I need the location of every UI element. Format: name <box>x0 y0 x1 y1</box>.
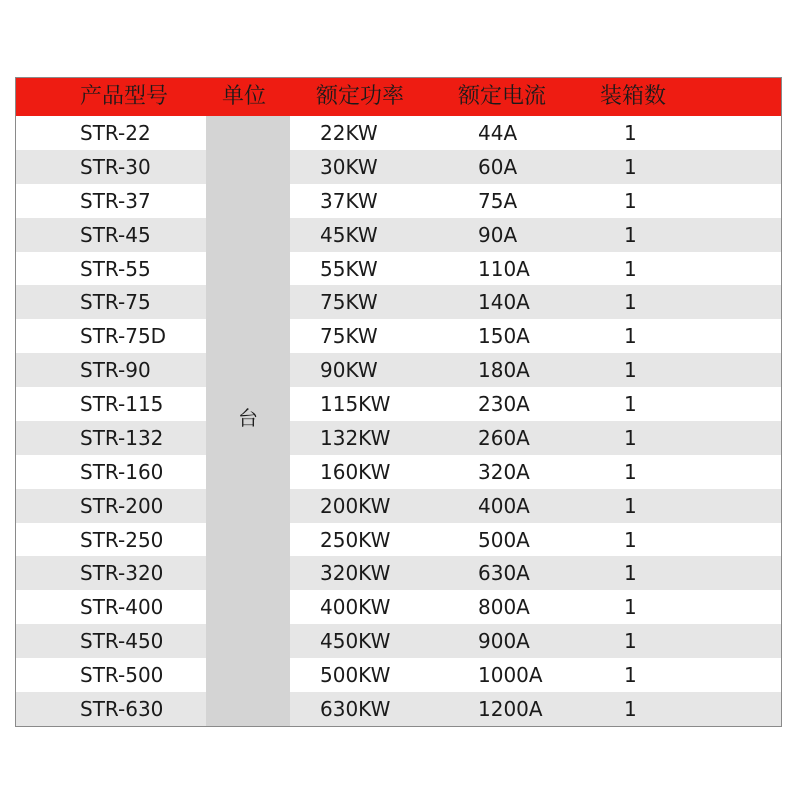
cell-model: STR-90 <box>80 358 151 383</box>
cell-current: 400A <box>478 493 530 518</box>
cell-power: 75KW <box>320 324 378 349</box>
cell-model: STR-45 <box>80 222 151 247</box>
cell-power: 160KW <box>320 459 391 484</box>
cell-qty: 1 <box>624 256 637 281</box>
cell-power: 250KW <box>320 527 391 552</box>
cell-qty: 1 <box>624 222 637 247</box>
table-row <box>16 353 781 387</box>
cell-current: 75A <box>478 188 518 213</box>
table-row <box>16 523 781 557</box>
cell-current: 110A <box>478 256 530 281</box>
table-row <box>16 184 781 218</box>
header-current: 额定电流 <box>458 84 547 109</box>
cell-qty: 1 <box>624 663 637 688</box>
cell-power: 75KW <box>320 290 378 315</box>
cell-current: 60A <box>478 154 518 179</box>
cell-power: 22KW <box>320 121 378 145</box>
cell-qty: 1 <box>624 392 637 417</box>
cell-current: 1200A <box>478 697 543 721</box>
table-row <box>16 658 781 692</box>
cell-current: 320A <box>478 459 530 484</box>
cell-current: 500A <box>478 527 530 552</box>
cell-model: STR-22 <box>80 121 151 145</box>
cell-qty: 1 <box>624 561 637 586</box>
header-unit: 单位 <box>222 84 267 109</box>
cell-current: 150A <box>478 324 530 349</box>
header-model: 产品型号 <box>80 84 169 109</box>
cell-model: STR-160 <box>80 459 164 484</box>
cell-qty: 1 <box>624 527 637 552</box>
cell-qty: 1 <box>624 324 637 349</box>
cell-qty: 1 <box>624 121 637 145</box>
table-row <box>16 624 781 658</box>
table-row <box>16 421 781 455</box>
table-row <box>16 556 781 590</box>
table-row <box>16 252 781 286</box>
cell-power: 630KW <box>320 697 391 721</box>
cell-power: 90KW <box>320 358 378 383</box>
cell-model: STR-55 <box>80 256 151 281</box>
cell-model: STR-630 <box>80 697 164 721</box>
table-row <box>16 590 781 624</box>
cell-power: 55KW <box>320 256 378 281</box>
cell-current: 800A <box>478 595 530 620</box>
cell-qty: 1 <box>624 629 637 654</box>
cell-power: 37KW <box>320 188 378 213</box>
cell-model: STR-200 <box>80 493 164 518</box>
cell-qty: 1 <box>624 358 637 383</box>
product-spec-table <box>15 77 782 727</box>
table-body <box>16 116 781 726</box>
table-row <box>16 692 781 726</box>
cell-qty: 1 <box>624 188 637 213</box>
table-row <box>16 150 781 184</box>
cell-qty: 1 <box>624 154 637 179</box>
cell-qty: 1 <box>624 459 637 484</box>
cell-current: 1000A <box>478 663 543 688</box>
cell-model: STR-30 <box>80 154 151 179</box>
cell-current: 140A <box>478 290 530 315</box>
table-row <box>16 218 781 252</box>
cell-qty: 1 <box>624 697 637 721</box>
table-row <box>16 489 781 523</box>
header-qty: 装箱数 <box>600 84 667 109</box>
cell-model: STR-37 <box>80 188 151 213</box>
cell-current: 230A <box>478 392 530 417</box>
cell-model: STR-400 <box>80 595 164 620</box>
cell-model: STR-250 <box>80 527 164 552</box>
cell-current: 44A <box>478 121 518 145</box>
cell-power: 400KW <box>320 595 391 620</box>
cell-power: 132KW <box>320 425 391 450</box>
cell-power: 500KW <box>320 663 391 688</box>
cell-model: STR-500 <box>80 663 164 688</box>
cell-model: STR-450 <box>80 629 164 654</box>
cell-power: 30KW <box>320 154 378 179</box>
table-row <box>16 285 781 319</box>
unit-cell: 台 <box>238 406 258 430</box>
table-row <box>16 116 781 150</box>
table-row <box>16 387 781 421</box>
table-header <box>16 78 781 116</box>
cell-model: STR-75 <box>80 290 151 315</box>
table-row <box>16 455 781 489</box>
unit-column <box>206 116 290 726</box>
cell-current: 900A <box>478 629 530 654</box>
cell-power: 115KW <box>320 392 391 417</box>
cell-model: STR-115 <box>80 392 164 417</box>
cell-model: STR-132 <box>80 425 164 450</box>
cell-current: 630A <box>478 561 530 586</box>
cell-model: STR-75D <box>80 324 167 349</box>
cell-current: 180A <box>478 358 530 383</box>
cell-qty: 1 <box>624 290 637 315</box>
cell-model: STR-320 <box>80 561 164 586</box>
cell-qty: 1 <box>624 425 637 450</box>
cell-qty: 1 <box>624 595 637 620</box>
cell-power: 320KW <box>320 561 391 586</box>
cell-current: 90A <box>478 222 518 247</box>
table-row <box>16 319 781 353</box>
cell-power: 450KW <box>320 629 391 654</box>
header-power: 额定功率 <box>316 84 405 109</box>
cell-power: 200KW <box>320 493 391 518</box>
cell-current: 260A <box>478 425 530 450</box>
cell-qty: 1 <box>624 493 637 518</box>
cell-power: 45KW <box>320 222 378 247</box>
